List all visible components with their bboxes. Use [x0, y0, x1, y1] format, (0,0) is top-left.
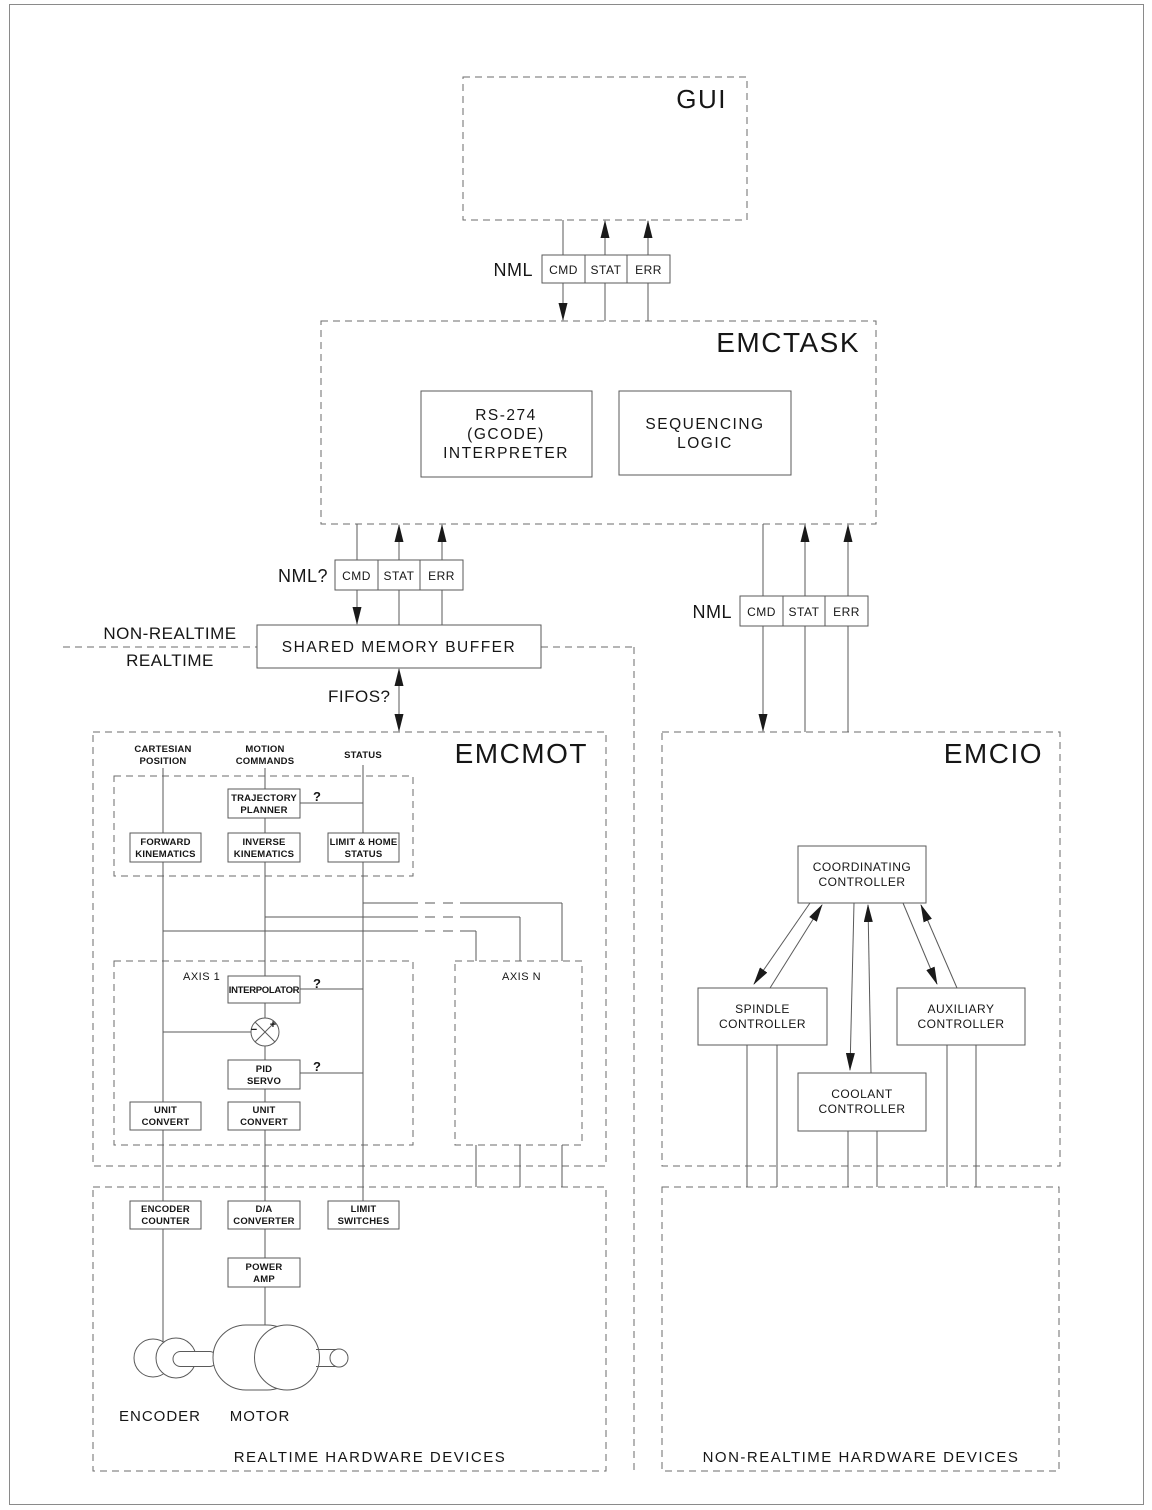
- nml-mid-cmd: CMD: [342, 569, 371, 583]
- cartesian-position-header: CARTESIAN POSITION: [134, 744, 192, 767]
- solid-boxes: [130, 255, 1025, 1287]
- coolant-controller-label: COOLANT CONTROLLER: [818, 1087, 906, 1116]
- motor-label: MOTOR: [229, 1408, 291, 1425]
- trajectory-question-mark: ?: [313, 789, 321, 804]
- nml-right-err: ERR: [833, 605, 860, 619]
- motor-shaft-end: [330, 1349, 348, 1367]
- summing-junction: [251, 1018, 279, 1046]
- encoder-label: ENCODER: [118, 1408, 202, 1425]
- nml-right-label: NML: [692, 602, 732, 622]
- encoder-motor-drawing: [134, 1325, 348, 1390]
- nml-top-err: ERR: [635, 263, 662, 277]
- nml-mid-stat: STAT: [383, 569, 415, 583]
- status-header: STATUS: [344, 750, 382, 761]
- realtime-hardware-box: [93, 1187, 606, 1471]
- nml-top-stat: STAT: [590, 263, 622, 277]
- sequencing-logic-box: [619, 391, 791, 475]
- non-realtime-hardware-box: [662, 1187, 1059, 1471]
- emctask-title: EMCTASK: [716, 327, 860, 358]
- unit-convert-label-1: UNIT CONVERT: [141, 1105, 190, 1128]
- sequencing-logic-label: SEQUENCING LOGIC: [645, 416, 765, 452]
- sum-minus-sign: −: [250, 1024, 258, 1036]
- spindle-controller-label: SPINDLE CONTROLLER: [718, 1002, 807, 1031]
- power-amp-label: POWER AMP: [245, 1262, 283, 1285]
- shared-memory-buffer-label: SHARED MEMORY BUFFER: [281, 639, 517, 656]
- emctask-emcio-channels: [763, 524, 848, 732]
- realtime-label: REALTIME: [126, 651, 214, 670]
- axis1-label: AXIS 1: [183, 971, 221, 983]
- emcmot-title: EMCMOT: [454, 738, 588, 769]
- interpolator-label: INTERPOLATOR: [228, 985, 300, 996]
- trajectory-planner-label: TRAJECTORY PLANNER: [231, 793, 297, 816]
- gui-title: GUI: [676, 84, 727, 114]
- realtime-hardware-label: REALTIME HARDWARE DEVICES: [233, 1449, 507, 1466]
- axisn-box: [455, 961, 582, 1145]
- fifos-label: FIFOS?: [328, 687, 391, 706]
- axisn-label: AXIS N: [502, 971, 542, 983]
- limit-home-status-label: LIMIT & HOME STATUS: [329, 837, 398, 860]
- motion-commands-header: MOTION COMMANDS: [235, 744, 295, 767]
- forward-kinematics-label: FORWARD KINEMATICS: [135, 837, 196, 860]
- nml-top-label: NML: [493, 260, 533, 280]
- nml-right-cmd: CMD: [747, 605, 776, 619]
- auxiliary-controller-label: AUXILIARY CONTROLLER: [917, 1002, 1005, 1031]
- coordinating-controller-label: COORDINATING CONTROLLER: [812, 860, 912, 889]
- encoder-counter-label: ENCODER COUNTER: [141, 1204, 190, 1227]
- emcio-title: EMCIO: [943, 738, 1043, 769]
- sum-plus-sign: +: [269, 1019, 277, 1031]
- interpreter-label: RS-274 (GCODE) INTERPRETER: [443, 407, 569, 462]
- unit-convert-label-2: UNIT CONVERT: [240, 1105, 288, 1128]
- nml-right-stat: STAT: [788, 605, 820, 619]
- interpolator-question-mark: ?: [313, 976, 321, 991]
- nml-mid-err: ERR: [428, 569, 455, 583]
- emcmot-box: [93, 732, 606, 1166]
- pid-servo-label: PID SERVO: [246, 1064, 282, 1087]
- motor-end-cap: [255, 1325, 320, 1390]
- limit-switches-label: LIMIT SWITCHES: [337, 1204, 390, 1227]
- non-realtime-label: NON-REALTIME: [103, 624, 237, 643]
- inverse-kinematics-label: INVERSE KINEMATICS: [233, 837, 295, 860]
- non-realtime-hardware-label: NON-REALTIME HARDWARE DEVICES: [702, 1449, 1020, 1466]
- encoder-shaft: [173, 1352, 217, 1367]
- nml-mid-label: NML?: [277, 566, 328, 586]
- pid-question-mark: ?: [313, 1059, 321, 1074]
- nml-top-cmd: CMD: [549, 263, 578, 277]
- da-converter-label: D/A CONVERTER: [233, 1204, 295, 1227]
